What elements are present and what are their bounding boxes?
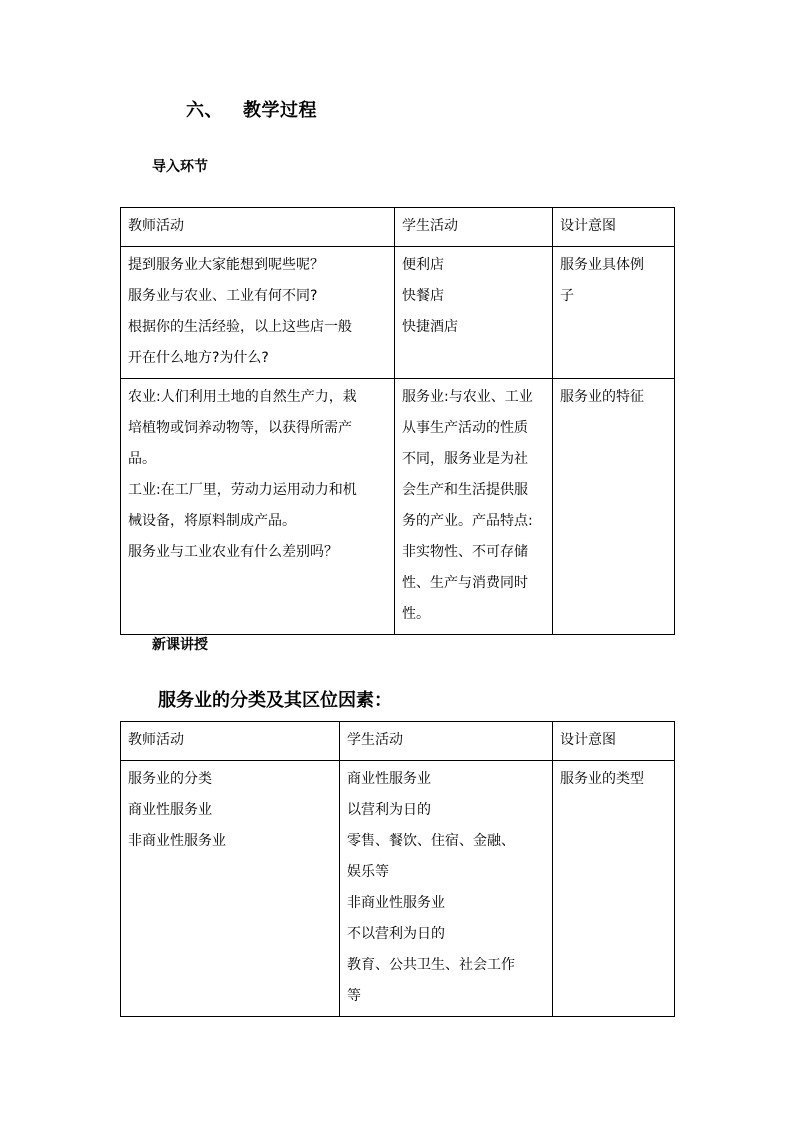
- table-header-row: [121, 722, 675, 761]
- teacher-cell: [121, 379, 395, 635]
- student-cell: [340, 761, 553, 1017]
- topic-heading: 服务业的分类及其区位因素：: [158, 690, 392, 711]
- cell-line: 务的产业。产品特点:: [402, 513, 533, 529]
- student-cell: [395, 247, 553, 379]
- cell-line: 农业:人们利用土地的自然生产力，栽: [128, 389, 357, 405]
- cell-line: 等: [347, 988, 361, 1004]
- classification-activity-table: [120, 721, 675, 1017]
- table-row: [121, 247, 675, 379]
- intent-cell: [553, 379, 675, 635]
- cell-line: 从事生产活动的性质: [402, 420, 528, 436]
- teacher-cell: [121, 247, 395, 379]
- cell-line: 服务业与工业农业有什么差别吗？: [128, 544, 338, 560]
- table-row: [121, 761, 675, 1017]
- subheading-new-lesson: 新课讲授: [152, 637, 208, 653]
- cell-line: 服务业具体例: [560, 257, 644, 273]
- cell-line: 非商业性服务业: [347, 895, 445, 911]
- cell-line: 服务业的类型: [560, 771, 644, 787]
- cell-line: 快捷酒店: [402, 319, 458, 335]
- cell-line: 培植物或饲养动物等，以获得所需产: [128, 420, 352, 436]
- cell-line: 开在什么地方?为什么?: [128, 350, 269, 366]
- cell-line: 品。: [128, 451, 156, 467]
- section-heading: [186, 96, 317, 122]
- section-number: 六、: [186, 100, 223, 121]
- cell-line: 便利店: [402, 257, 444, 273]
- cell-line: 子: [560, 288, 574, 304]
- header-student: 学生活动: [395, 208, 553, 247]
- header-intent: 设计意图: [553, 722, 675, 761]
- header-student: 学生活动: [340, 722, 553, 761]
- subheading-intro: 导入环节: [152, 159, 208, 175]
- cell-line: 服务业与农业、工业有何不同?: [128, 288, 318, 304]
- cell-line: 不以营利为日的: [347, 926, 445, 942]
- cell-line: 服务业的分类: [128, 771, 212, 787]
- cell-line: 商业性服务业: [347, 771, 431, 787]
- header-teacher: 教师活动: [121, 722, 340, 761]
- cell-line: 服务业:与农业、工业: [402, 389, 533, 405]
- intro-activity-table: [120, 207, 675, 635]
- cell-line: 提到服务业大家能想到呢些呢？: [128, 257, 324, 273]
- cell-line: 械设备，将原料制成产品。: [128, 513, 296, 529]
- intent-cell: [553, 761, 675, 1017]
- cell-line: 性、生产与消费同时: [402, 575, 528, 591]
- cell-line: 工业:在工厂里，劳动力运用动力和机: [128, 482, 357, 498]
- cell-line: 快餐店: [402, 288, 444, 304]
- cell-line: 教育、公共卫生、社会工作: [347, 957, 515, 973]
- cell-line: 性。: [402, 606, 430, 622]
- header-intent: 设计意图: [553, 208, 675, 247]
- cell-line: 商业性服务业: [128, 802, 212, 818]
- teacher-cell: [121, 761, 340, 1017]
- table-row: [121, 379, 675, 635]
- cell-line: 服务业的特征: [560, 389, 644, 405]
- cell-line: 非商业性服务业: [128, 833, 226, 849]
- cell-line: 根据你的生活经验，以上这些店一般: [128, 319, 352, 335]
- header-teacher: 教师活动: [121, 208, 395, 247]
- cell-line: 不同，服务业是为社: [402, 451, 528, 467]
- student-cell: [395, 379, 553, 635]
- cell-line: 娱乐等: [347, 864, 389, 880]
- section-title: 教学过程: [243, 100, 317, 121]
- table-header-row: [121, 208, 675, 247]
- intent-cell: [553, 247, 675, 379]
- cell-line: 零售、餐饮、住宿、金融、: [347, 833, 515, 849]
- cell-line: 会生产和生活提供服: [402, 482, 528, 498]
- cell-line: 非实物性、不可存储: [402, 544, 528, 560]
- cell-line: 以营利为日的: [347, 802, 431, 818]
